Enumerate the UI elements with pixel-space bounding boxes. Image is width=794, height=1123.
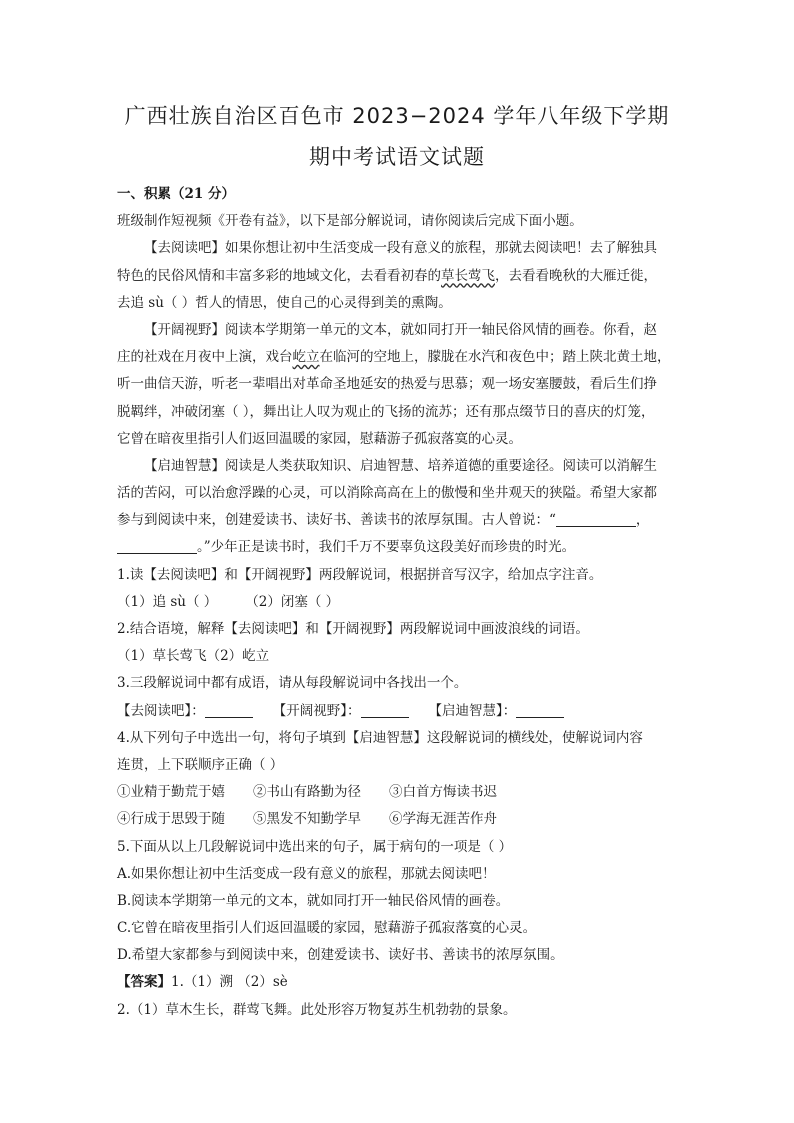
paragraph-2-line: [117, 344, 677, 371]
option-item: ③白首方悔读书迟: [389, 784, 497, 801]
question-4: 连贯，上下联顺序正确（ ）: [117, 756, 284, 773]
text-span: 参与到阅读中来，创建爱读书、读好书、善读书的浓厚氛围。古人曾说：“: [117, 512, 556, 529]
answer-line: [117, 969, 677, 996]
paragraph-2-line: 脱羁绊，冲破闭塞（ ），舞出让人叹为观止的飞扬的流苏；还有那点缀节日的喜庆的灯笼，: [117, 403, 655, 420]
text-span: ，去看看晚秋的大雁迁徙，: [495, 267, 657, 284]
question-5-option: D.希望大家都参与到阅读中来，创建爱读书、读好书、善读书的浓厚氛围。: [117, 947, 564, 964]
fill-blank: [205, 703, 253, 718]
text-span: 在临河的空地上，朦胧在水汽和夜色中；踏上陕北黄土地，: [319, 349, 671, 366]
wavy-underlined-term: 屹立: [292, 349, 320, 366]
option-item: ⑥学海无涯苦作舟: [389, 811, 497, 828]
document-title-line1: 广西壮族自治区百色市 2023−2024 学年八年级下学期: [124, 104, 670, 128]
question-1: 1.读【去阅读吧】和【开阔视野】两段解说词，根据拼音写汉字，给加点字注音。: [117, 566, 603, 583]
blank-label: 【启迪智慧】：: [428, 702, 517, 719]
option-item: ①业精于勤荒于嬉: [117, 784, 225, 801]
question-5-option: B.阅读本学期第一单元的文本，就如同打开一轴民俗风情的画卷。: [117, 892, 510, 909]
question-4: 4.从下列句子中选出一句，将句子填到【启迪智慧】这段解说词的横线处，使解说词内容: [117, 729, 643, 746]
question-3: 3.三段解说词中都有成语，请从每段解说词中各找出一个。: [117, 675, 468, 692]
wavy-underlined-term: 草长莺飞: [441, 267, 495, 284]
question-5-option: C.它曾在暗夜里指引人们返回温暖的家园，慰藉游子孤寂落寞的心灵。: [117, 920, 537, 937]
paragraph-2-line: 听一曲信天游，听老一辈唱出对革命圣地延安的热爱与思慕；观一场安塞腰鼓，看后生们挣: [117, 376, 657, 393]
text-span: ，: [635, 512, 650, 529]
question-3-blanks: [117, 698, 677, 725]
answer-label: 【答案】: [117, 974, 171, 991]
fill-blank: [556, 512, 636, 527]
intro-text: 班级制作短视频《开卷有益》，以下是部分解说词，请你阅读后完成下面小题。: [117, 213, 583, 230]
blank-label: 【开阔视野】：: [272, 702, 361, 719]
paragraph-1-line: [117, 263, 677, 290]
option-item: ⑤黑发不知勤学早: [253, 811, 361, 828]
question-4-options: [117, 779, 677, 806]
answer-text: 1.（1）溯 （2）sè: [171, 974, 288, 991]
fill-blank: [117, 539, 197, 554]
fill-blank: [361, 703, 409, 718]
paragraph-3-line: 【启迪智慧】阅读是人类获取知识、启迪智慧、培养道德的重要途径。阅读可以消解生: [144, 457, 657, 474]
blank-label: 【去阅读吧】：: [117, 702, 205, 719]
question-1-items: [117, 589, 677, 616]
question-2-items: （1）草长莺飞（2）屹立: [117, 648, 270, 665]
question-item: （2）闭塞（ ）: [245, 593, 340, 610]
paragraph-1-line: 【去阅读吧】如果你想让初中生活变成一段有意义的旅程，那就去阅读吧！去了解独具: [144, 240, 657, 257]
paragraph-3-line: [117, 534, 677, 561]
question-2: 2.结合语境，解释【去阅读吧】和【开阔视野】两段解说词中画波浪线的词语。: [117, 621, 589, 637]
question-4-options: [117, 806, 677, 833]
question-5-option: A.如果你想让初中生活变成一段有意义的旅程，那就去阅读吧！: [117, 865, 496, 882]
option-item: ②书山有路勤为径: [253, 784, 361, 801]
section-heading: 一、积累（21 分）: [117, 186, 235, 202]
fill-blank: [516, 703, 564, 718]
document-body: [117, 181, 677, 1024]
paragraph-1-line: 去追 sù（ ）哲人的情思，使自己的心灵得到美的熏陶。: [117, 294, 452, 311]
paragraph-2-line: 【开阔视野】阅读本学期第一单元的文本，就如同打开一轴民俗风情的画卷。你看，赵: [144, 321, 657, 338]
text-span: 特色的民俗风情和丰富多彩的地域文化，去看看初春的: [117, 267, 441, 284]
question-5: 5.下面从以上几段解说词中选出来的句子，属于病句的一项是（ ）: [117, 838, 513, 855]
paragraph-2-line: 它曾在暗夜里指引人们返回温暖的家园，慰藉游子孤寂落寞的心灵。: [117, 430, 522, 447]
paragraph-3-line: 活的苦闷，可以治愈浮躁的心灵，可以消除高高在上的傲慢和坐井观天的狭隘。希望大家都: [117, 485, 657, 502]
text-span: 。”少年正是读书时，我们千万不要辜负这段美好而珍贵的时光。: [197, 539, 576, 556]
option-item: ④行成于思毁于随: [117, 811, 225, 828]
answer-line: 2.（1）草木生长，群莺飞舞。此处形容万物复苏生机勃勃的景象。: [117, 1001, 517, 1018]
text-span: 庄的社戏在月夜中上演，戏台: [117, 349, 293, 366]
paragraph-3-line: [117, 507, 677, 534]
document-title-line2: 期中考试语文试题: [309, 145, 485, 169]
question-item: （1）追 sù（ ）: [117, 593, 218, 610]
